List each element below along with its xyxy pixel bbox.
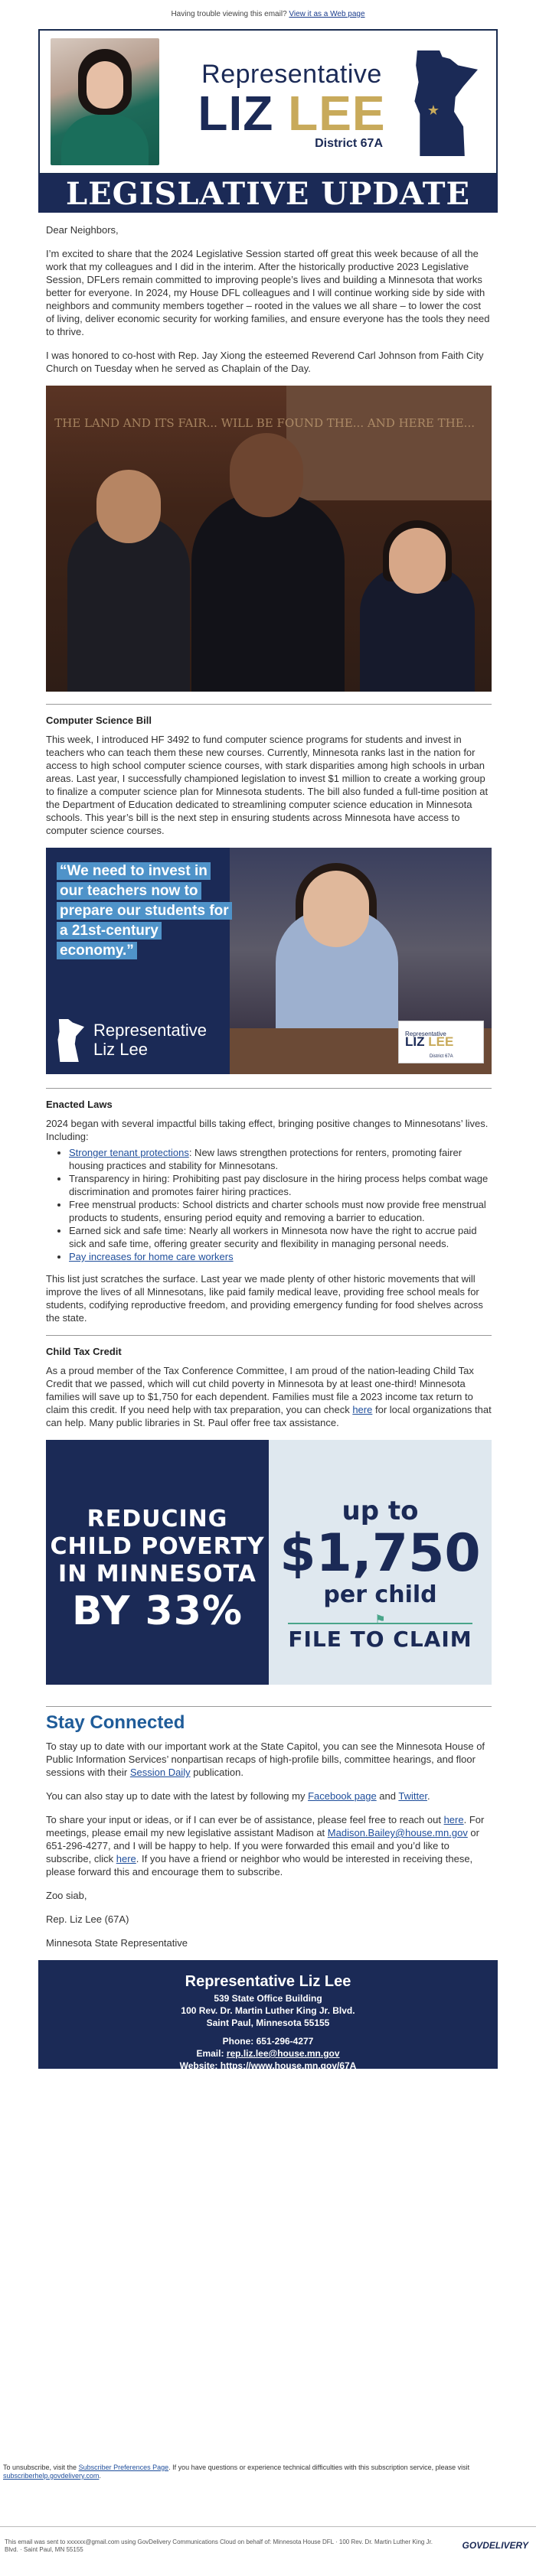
brand-rep: Representative bbox=[201, 60, 382, 89]
footer-address-1: 539 State Office Building bbox=[214, 1993, 322, 2004]
star-icon: ★ bbox=[427, 103, 440, 118]
cs-paragraph: This week, I introduced HF 3492 to fund computer science programs for students and invest in teachers who can teach them these new courses. Currently, Minnesota ranks last in the nation for access to high school computer science courses, with stark disparities among high schools in urban areas. Last year, I successfully championed legislation to invest $1 million to create a working group to finalize a computer science plan for Minnesota students. The bill also funded a full-time position at the Department of Education dedicated to streamlining computer science education in Minnesota schools. This year’s bill is the next step in ensuring students across Minnesota have access to computer science courses. bbox=[46, 734, 489, 836]
footer-website-link[interactable]: https://www.house.mn.gov/67A bbox=[220, 2060, 357, 2071]
laws-heading: Enacted Laws bbox=[46, 1099, 113, 1110]
divider bbox=[46, 1088, 492, 1089]
divider bbox=[46, 1706, 492, 1707]
minnesota-map-icon bbox=[412, 50, 478, 156]
twitter-link[interactable]: Twitter bbox=[398, 1790, 427, 1802]
subscriber-help-link[interactable]: subscriberhelp.govdelivery.com bbox=[3, 2472, 100, 2480]
footer-email: Email: rep.liz.lee@house.mn.gov bbox=[196, 2048, 340, 2059]
email-body bbox=[38, 29, 498, 2083]
photo-wall-inscription: THE LAND AND ITS FAIR... WILL BE FOUND THE... AND HERE THE... bbox=[54, 416, 475, 430]
list-item: • Stronger tenant protections: New laws strengthen protections for renters, promoting fairer housing practices and stability for Minnesotans. bbox=[69, 1146, 492, 1172]
facebook-link[interactable]: Facebook page bbox=[308, 1790, 377, 1802]
intro-paragraph: I’m excited to share that the 2024 Legislative Session started off great this week because of all the work that my colleagues and I did in the interim. After the historically productive 2023 Legislative Session, DFLers remain committed to improving people’s lives and building a Minnesota that works better for everyone. In 2024, my House DFL colleagues and I will continue working side by side with neighbors and community members together – rooted in the values we all share – to lower the cost of living, deliver economic security for working families, and ensure everyone has the tools they need to thrive. bbox=[46, 248, 490, 337]
tax-paragraph: As a proud member of the Tax Conference Committee, I am proud of the nation-leading Child Tax Credit that we passed, which will cut child poverty in Minnesota by at least one-third! Minnesota families will save up to $1,750 for each dependent. Families must file a 2023 income tax return to claim this credit. If you need help with tax preparation, you can check here for local organizations that can help. Many public libraries in St. Paul offer free tax assistance. bbox=[46, 1365, 492, 1428]
assistant-email-link[interactable]: Madison.Bailey@house.mn.gov bbox=[327, 1827, 468, 1838]
legislative-update-banner: LEGISLATIVE UPDATE bbox=[38, 174, 498, 213]
laws-outro: This list just scratches the surface. Last year we made plenty of other historic movements that will improve the lives of all Minnesotans, like paid family medical leave, providing free school meals for students, codifying reproductive freedom, and providing emergency funding for food shelves across the state. bbox=[46, 1273, 483, 1324]
stay-connected-heading: Stay Connected bbox=[46, 1712, 185, 1733]
divider bbox=[46, 704, 492, 705]
mini-brand-logo: Representative LIZ LEE District 67A bbox=[398, 1021, 484, 1063]
home-care-pay-link[interactable]: Pay increases for home care workers bbox=[69, 1251, 234, 1262]
tenant-protections-link[interactable]: Stronger tenant protections bbox=[69, 1147, 189, 1158]
laws-intro: 2024 began with several impactful bills taking effect, bringing positive changes to Minnesotans’ lives. Including: bbox=[46, 1118, 489, 1142]
stay-p2: You can also stay up to date with the latest by following my Facebook page and Twitter. bbox=[46, 1790, 430, 1802]
signoff: Zoo siab, bbox=[46, 1890, 87, 1901]
signature-title: Minnesota State Representative bbox=[46, 1937, 188, 1949]
govdelivery-logo: GOVDELIVERY bbox=[462, 2540, 528, 2551]
footer-website: Website: https://www.house.mn.gov/67A bbox=[179, 2060, 357, 2071]
footer-address-3: Saint Paul, Minnesota 55155 bbox=[206, 2017, 330, 2028]
tax-heading: Child Tax Credit bbox=[46, 1346, 122, 1357]
divider bbox=[46, 1335, 492, 1336]
contact-link[interactable]: here bbox=[443, 1814, 464, 1825]
header bbox=[38, 29, 498, 174]
contact-footer bbox=[38, 1960, 498, 2083]
cs-heading: Computer Science Bill bbox=[46, 715, 152, 726]
footer-divider bbox=[0, 2526, 536, 2527]
quote-signature: Representative Liz Lee bbox=[57, 1019, 248, 1065]
main-content bbox=[38, 223, 498, 1949]
rep-portrait bbox=[51, 38, 159, 165]
stay-p3: To share your input or ideas, or if I can ever be of assistance, please feel free to reach out here. For meetings, please email my new legislative assistant Madison at Madison.Bailey@house.mn.gov or 651-296-4277, and I will be happy to help. If you were forwarded this email and you’d like to subscribe, click here. If you have a friend or neighbor who would be interested in receiving these, please forward this and encourage them to subscribe. bbox=[46, 1814, 485, 1877]
list-item: • Free menstrual products: School districts and charter schools must now provide free menstrual products to students, ensuring period equity and removing a barrier to education. bbox=[69, 1198, 492, 1224]
web-view-text: Having trouble viewing this email? bbox=[171, 10, 289, 18]
tax-credit-graphic bbox=[46, 1440, 492, 1685]
brand-logo bbox=[181, 60, 403, 151]
sender-notice: This email was sent to xxxxxx@gmail.com using GovDelivery Communications Cloud on behalf of: Minnesota House DFL · 100 Rev. Dr. Martin Luther King Jr. Blvd. · Saint Paul, MN 55155 bbox=[5, 2539, 433, 2553]
tax-help-link[interactable]: here bbox=[352, 1404, 373, 1415]
footer-phone: Phone: 651-296-4277 bbox=[222, 2036, 314, 2047]
brand-district: District 67A bbox=[315, 137, 383, 150]
footer-address-2: 100 Rev. Dr. Martin Luther King Jr. Blvd. bbox=[181, 2005, 355, 2016]
session-daily-link[interactable]: Session Daily bbox=[129, 1767, 191, 1778]
greeting: Dear Neighbors, bbox=[46, 224, 119, 236]
footer-assistant: Legislative Assistant: Robin Mercer-Taylor, 651-296-3869 bbox=[144, 2073, 392, 2083]
laws-list bbox=[46, 1146, 492, 1263]
web-view-notice bbox=[0, 0, 536, 29]
minnesota-map-icon bbox=[57, 1019, 84, 1062]
chaplain-photo bbox=[46, 386, 492, 692]
signature-name: Rep. Liz Lee (67A) bbox=[46, 1913, 129, 1925]
footer-title: Representative Liz Lee bbox=[185, 1973, 351, 1990]
footer-email-link[interactable]: rep.liz.lee@house.mn.gov bbox=[226, 2048, 340, 2059]
list-item: • Earned sick and safe time: Nearly all workers in Minnesota now have the right to accrue paid sick and safe time, offering greater security and flexibility in managing personal needs. bbox=[69, 1224, 492, 1250]
stay-p1: To stay up to date with our important work at the State Capitol, you can see the Minnesota House of Public Information Services’ nonpartisan recaps of high-profile bills, committee hearings, and floor sessions with their Session Daily publication. bbox=[46, 1741, 485, 1778]
subscribe-link[interactable]: here bbox=[116, 1853, 136, 1864]
list-item bbox=[69, 1250, 492, 1263]
credit-amount-panel: up to $1,750 per child ⚑ FILE TO CLAIM bbox=[269, 1440, 492, 1685]
web-view-link[interactable]: View it as a Web page bbox=[289, 10, 365, 18]
minnesota-flag-icon: ⚑ bbox=[374, 1612, 386, 1627]
quote-text: “We need to invest in our teachers now to prepare our students for a 21st-century economy.” bbox=[57, 861, 233, 961]
poverty-panel: REDUCING CHILD POVERTY IN MINNESOTA BY 33% bbox=[46, 1440, 269, 1685]
quote-graphic bbox=[46, 848, 492, 1074]
subscriber-preferences-link[interactable]: Subscriber Preferences Page bbox=[78, 2464, 169, 2471]
unsubscribe-notice: To unsubscribe, visit the Subscriber Preferences Page. If you have questions or experience technical difficulties with this subscription service, please visit subscriberhelp.govdelivery.com. bbox=[3, 2464, 470, 2480]
brand-name: LIZ LEE bbox=[198, 86, 386, 141]
list-item: • Transparency in hiring: Prohibiting past pay disclosure in the hiring process helps combat wage discrimination and promotes fairer hiring practices. bbox=[69, 1172, 492, 1198]
chaplain-paragraph: I was honored to co-host with Rep. Jay Xiong the esteemed Reverend Carl Johnson from Faith City Church on Tuesday when he served as Chaplain of the Day. bbox=[46, 350, 484, 374]
